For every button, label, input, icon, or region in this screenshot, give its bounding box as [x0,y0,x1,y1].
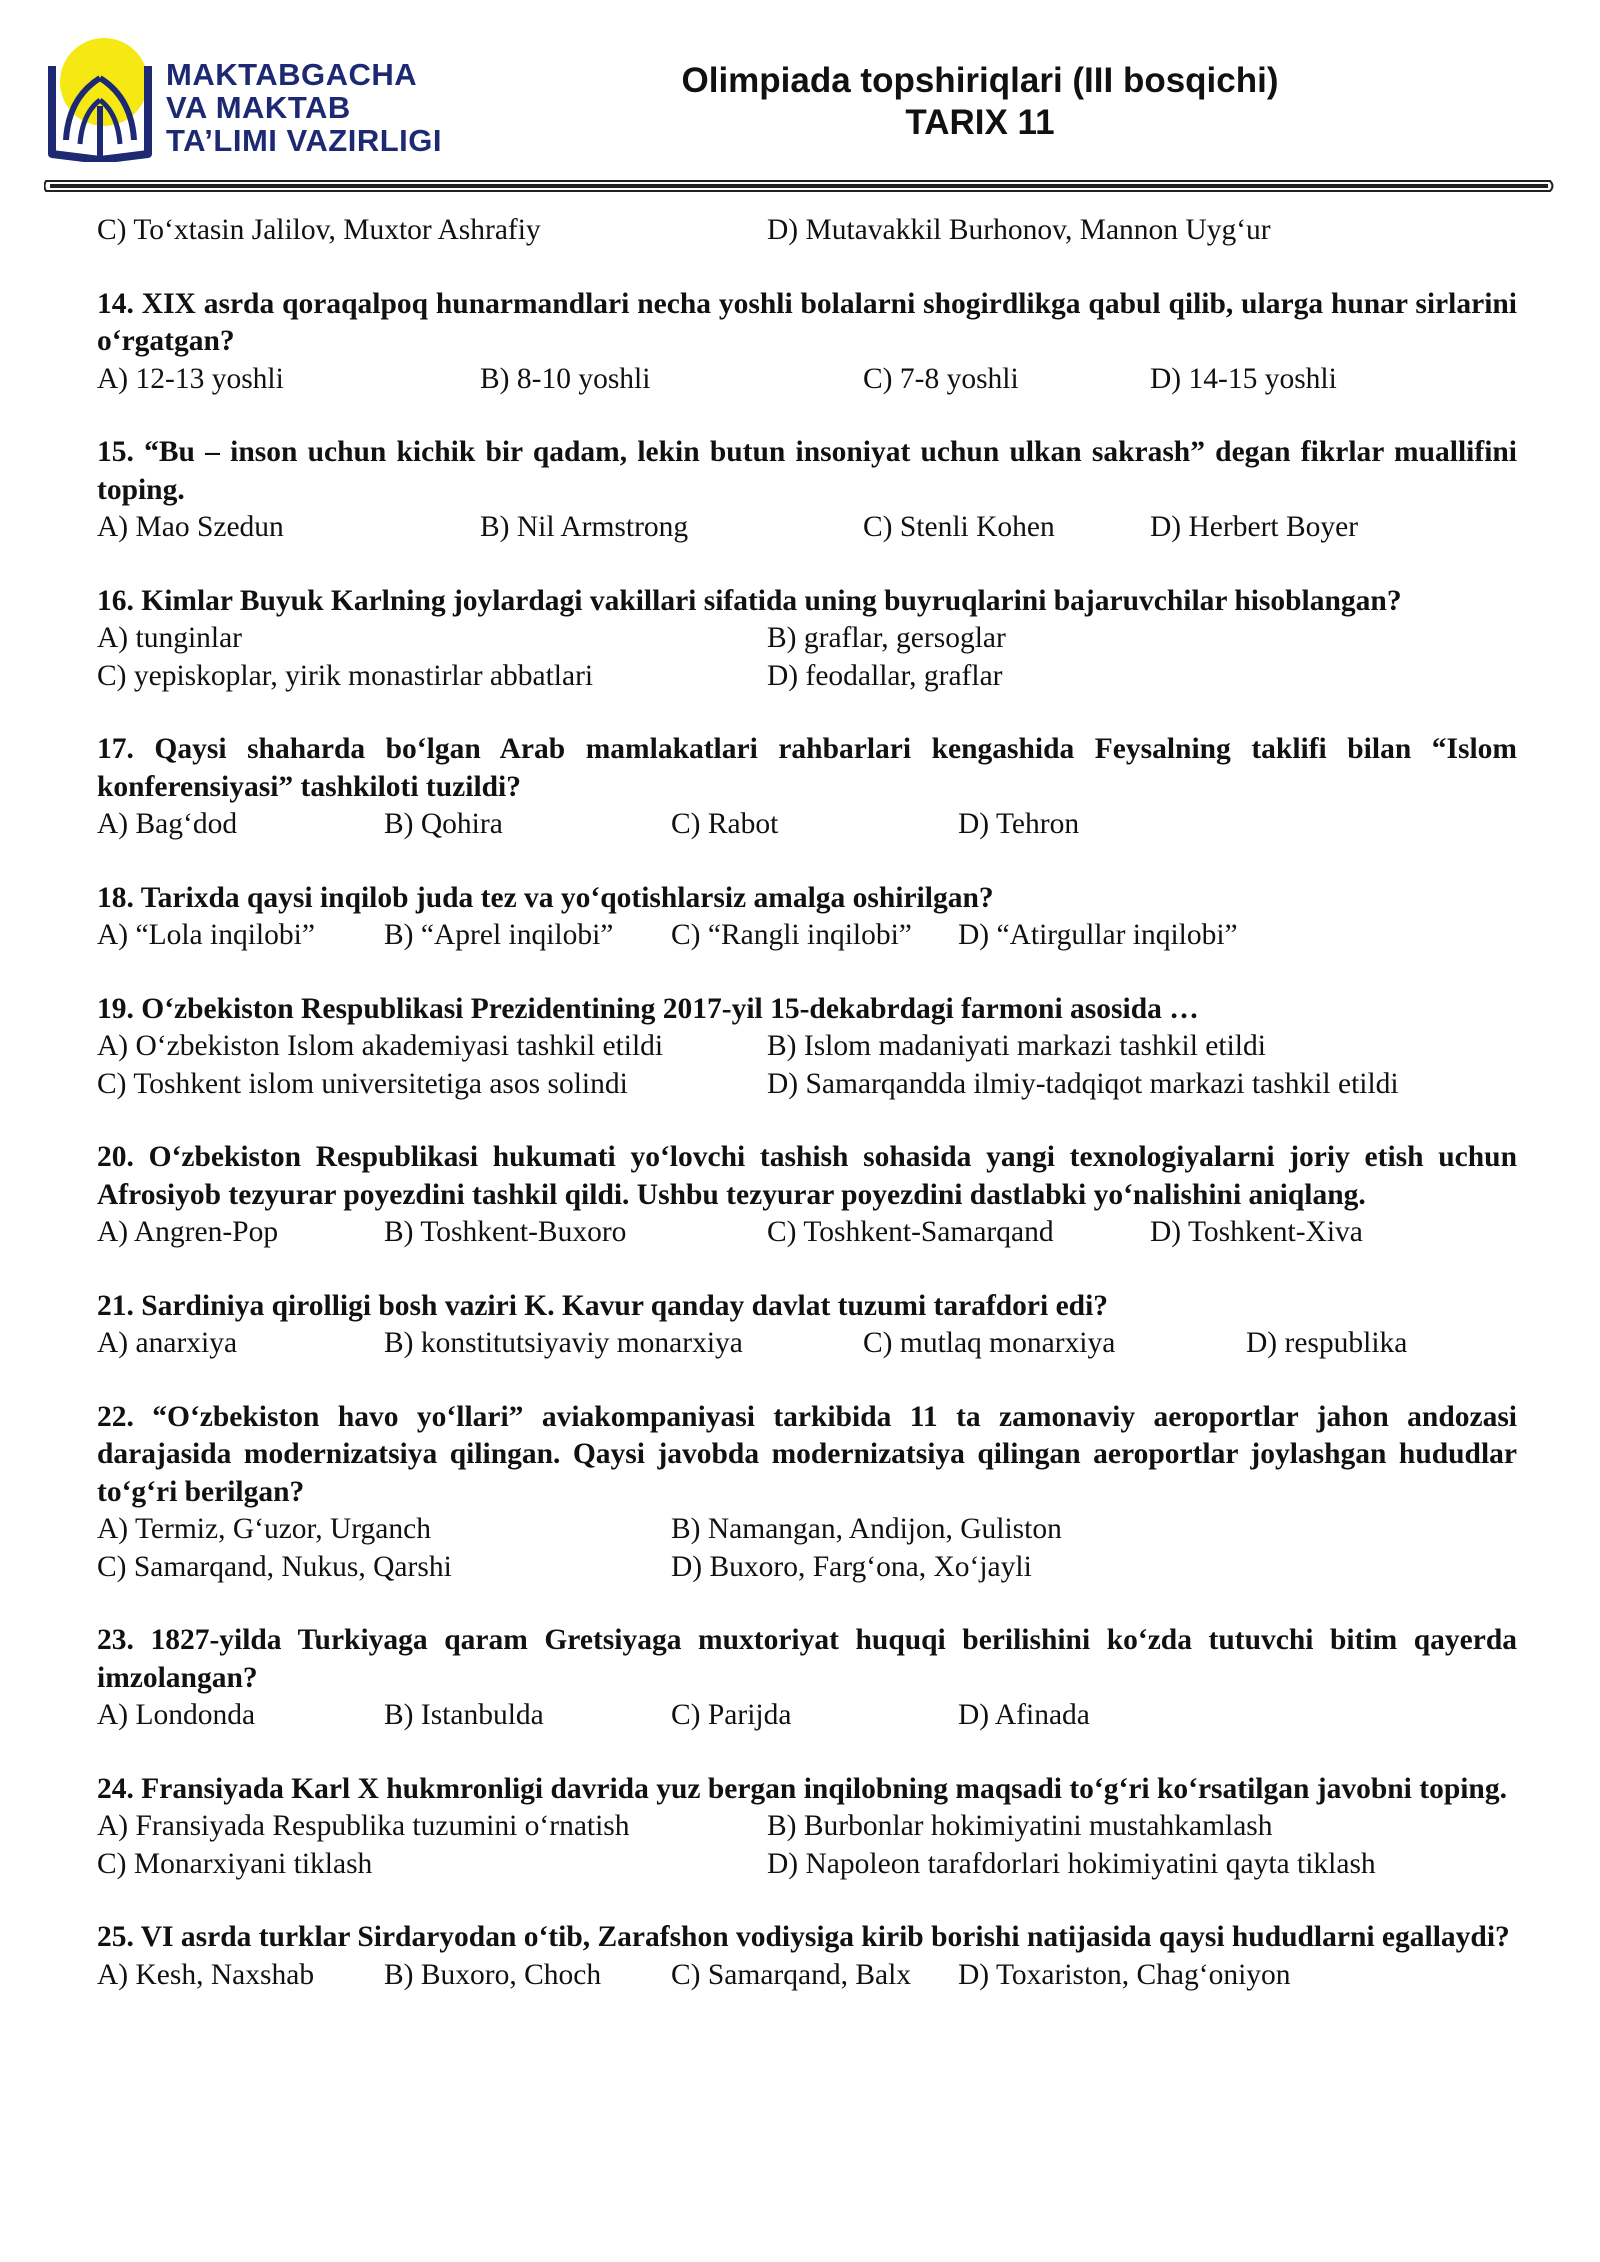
answer-option: B) konstitutsiyaviy monarxiya [384,1327,743,1359]
answer-option: A) 12-13 yoshli [97,362,284,395]
document-title: Olimpiada topshiriqlari (III bosqichi) [681,61,1279,100]
answer-option: B) Burbonlar hokimiyatini mustahkamlash [767,1810,1273,1842]
question-item [97,1771,1517,1884]
answer-option: B) Nil Armstrong [480,511,689,543]
question-text: 22. “O‘zbekiston havo yo‘llari” aviakompaniyasi tarkibida 11 ta zamonaviy aeroportlar jahon andozasi darajasida modernizatsiya qilingan. Qaysi javobda modernizatsiya qilingan aeroportlar joylashgan hududlar to‘g‘ri berilgan? [97,1400,1517,1508]
answer-option: D) Mutavakkil Burhonov, Mannon Uyg‘ur [767,214,1271,246]
question-text: 14. XIX asrda qoraqalpoq hunarmandlari necha yoshli bolalarni shogirdlikga qabul qilib, ularga hunar sirlarini o‘rgatgan? [97,287,1517,357]
answer-option: C) yepiskoplar, yirik monastirlar abbatlari [97,659,594,692]
answer-option: D) Buxoro, Farg‘ona, Xo‘jayli [671,1550,1032,1583]
question-text: 15. “Bu – inson uchun kichik bir qadam, lekin butun insoniyat uchun ulkan sakrash” degan fikrlar muallifini toping. [97,436,1517,506]
answer-option: A) O‘zbekiston Islom akademiyasi tashkil etildi [97,1030,664,1062]
answer-option: B) Islom madaniyati markazi tashkil etildi [767,1030,1266,1062]
question-item [97,880,1517,955]
answer-option: D) feodallar, graflar [767,659,1003,692]
answer-option: A) Angren-Pop [97,1216,279,1248]
answer-option: C) Toshkent islom universitetiga asos solindi [97,1067,628,1100]
answer-option: C) mutlaq monarxiya [863,1327,1116,1359]
question-item [97,1288,1517,1363]
answer-option: B) 8-10 yoshli [480,362,651,395]
answer-option: B) Istanbulda [384,1699,544,1731]
answer-option: B) Namangan, Andijon, Guliston [671,1513,1062,1545]
question-item [97,991,1517,1104]
question-item [97,731,1517,844]
answer-option: D) Toshkent-Xiva [1150,1216,1363,1248]
question-continuation [97,212,1517,250]
answer-option: C) Stenli Kohen [863,511,1055,543]
document-title-block [580,60,1380,144]
answer-option: A) “Lola inqilobi” [97,919,315,951]
answer-option: D) Herbert Boyer [1150,511,1359,543]
question-text: 19. O‘zbekiston Respublikasi Prezidentining 2017-yil 15-dekabrdagi farmoni asosida … [97,992,1199,1025]
question-text: 16. Kimlar Buyuk Karlning joylardagi vakillari sifatida uning buyruqlarini bajaruvchilar hisoblangan? [97,584,1402,617]
answer-option: D) Napoleon tarafdorlari hokimiyatini qayta tiklash [767,1847,1376,1880]
ministry-name [166,58,442,157]
ministry-name-line-3: TA’LIMI VAZIRLIGI [166,123,442,158]
question-list [97,212,1517,2030]
question-text: 20. O‘zbekiston Respublikasi hukumati yo‘lovchi tashish sohasida yangi texnologiyalarni joriy etish uchun Afrosiyob tezyurar poyezdini tashkil qildi. Ushbu tezyurar poyezdini dastlabki yo‘nalishini aniqlang. [97,1141,1517,1211]
answer-option: C) Toshkent-Samarqand [767,1216,1054,1248]
question-item [97,1399,1517,1587]
answer-option: C) Monarxiyani tiklash [97,1847,373,1880]
question-item [97,1139,1517,1252]
ministry-logo-icon [44,36,156,162]
question-item [97,1622,1517,1735]
answer-option: B) Toshkent-Buxoro [384,1216,627,1248]
question-text: 21. Sardiniya qirolligi bosh vaziri K. Kavur qanday davlat tuzumi tarafdori edi? [97,1289,1109,1322]
answer-option: D) “Atirgullar inqilobi” [958,919,1238,951]
page-header [0,0,1600,200]
question-item [97,286,1517,399]
answer-option: D) Afinada [958,1699,1090,1731]
answer-option: A) Fransiyada Respublika tuzumini o‘rnatish [97,1810,630,1842]
question-item [97,1919,1517,1994]
answer-option: A) Kesh, Naxshab [97,1958,315,1991]
answer-option: B) graflar, gersoglar [767,622,1006,654]
answer-option: A) Termiz, G‘uzor, Urganch [97,1513,431,1545]
answer-option: D) Toxariston, Chag‘oniyon [958,1958,1291,1991]
answer-option: D) Samarqandda ilmiy-tadqiqot markazi tashkil etildi [767,1067,1399,1100]
question-text: 17. Qaysi shaharda bo‘lgan Arab mamlakatlari rahbarlari kengashida Feysalning taklifi bilan “Islom konferensiyasi” tashkiloti tuzildi? [97,733,1517,803]
answer-option: C) “Rangli inqilobi” [671,919,912,951]
answer-option: D) respublika [1246,1327,1408,1359]
answer-option: D) Tehron [958,808,1080,840]
answer-option: C) Parijda [671,1699,792,1731]
answer-option: A) Bag‘dod [97,808,238,840]
answer-option: A) anarxiya [97,1327,238,1359]
question-text: 25. VI asrda turklar Sirdaryodan o‘tib, Zarafshon vodiysiga kirib borishi natijasida qaysi hududlarni egallaydi? [97,1921,1510,1953]
answer-option: D) 14-15 yoshli [1150,362,1337,395]
ministry-name-line-2: VA MAKTAB [166,90,351,125]
header-divider [44,178,1556,194]
question-item [97,583,1517,696]
answer-option: B) Buxoro, Choch [384,1958,602,1991]
answer-option: C) 7-8 yoshli [863,362,1019,395]
answer-option: A) tunginlar [97,622,243,654]
question-item [97,434,1517,547]
answer-option: A) Mao Szedun [97,511,284,543]
document-subtitle: TARIX 11 [905,103,1055,142]
answer-option: C) To‘xtasin Jalilov, Muxtor Ashrafiy [97,214,541,246]
answer-option: C) Rabot [671,808,779,840]
question-text: 24. Fransiyada Karl X hukmronligi davrida yuz bergan inqilobning maqsadi to‘g‘ri ko‘rsatilgan javobni toping. [97,1772,1507,1805]
answer-option: B) “Aprel inqilobi” [384,919,614,951]
answer-option: C) Samarqand, Nukus, Qarshi [97,1550,452,1583]
question-text: 23. 1827-yilda Turkiyaga qaram Gretsiyaga muxtoriyat huquqi berilishini ko‘zda tutuvchi bitim qayerda imzolangan? [97,1624,1517,1694]
ministry-name-line-1: MAKTABGACHA [166,57,418,92]
question-text: 18. Tarixda qaysi inqilob juda tez va yo‘qotishlarsiz amalga oshirilgan? [97,881,994,914]
answer-option: C) Samarqand, Balx [671,1958,912,1991]
answer-option: B) Qohira [384,808,503,840]
answer-option: A) Londonda [97,1699,256,1731]
